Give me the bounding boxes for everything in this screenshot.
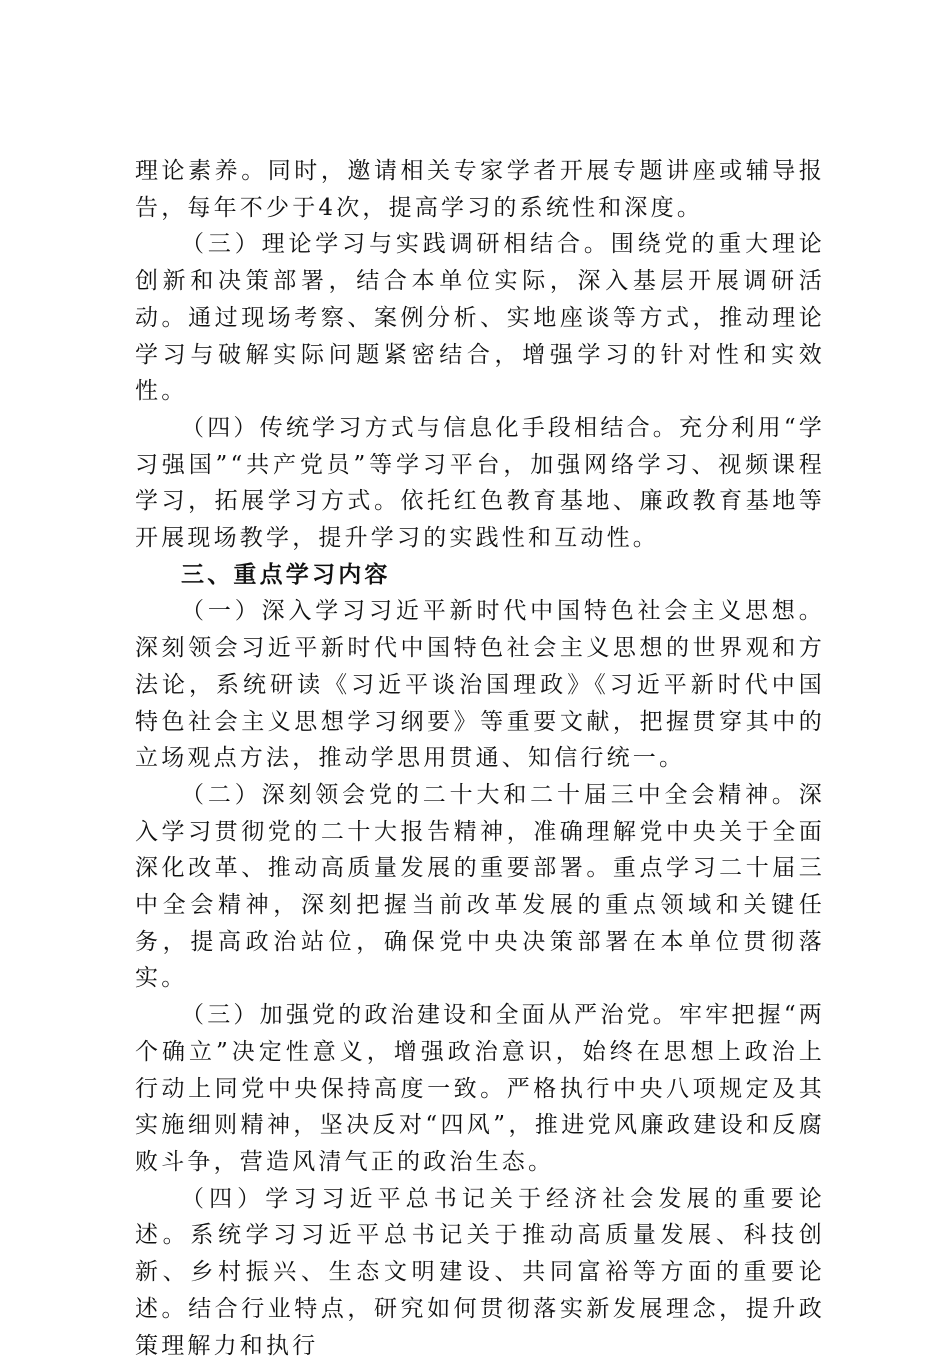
- document-body: [135, 153, 825, 1364]
- paragraph-7-political-building: （三）加强党的政治建设和全面从严治党。牢牢把握“两个确立”决定性意义，增强政治意识，始终在思想上政治上行动上同党中央保持高度一致。严格执行中央八项规定及其实施细则精神，坚决反对“四风”，推进党风廉政建设和反腐败斗争，营造风清气正的政治生态。: [135, 1002, 825, 1175]
- paragraph-5-xi-thought: （一）深入学习习近平新时代中国特色社会主义思想。深刻领会习近平新时代中国特色社会主义思想的世界观和方法论，系统研读《习近平谈治国理政》《习近平新时代中国特色社会主义思想学习纲要》等重要文献，把握贯穿其中的立场观点方法，推动学思用贯通、知信行统一。: [135, 598, 825, 772]
- section-heading-3: 三、重点学习内容: [181, 561, 391, 588]
- paragraph-3-theory-practice: （三）理论学习与实践调研相结合。围绕党的重大理论创新和决策部署，结合本单位实际，深入基层开展调研活动。通过现场考察、案例分析、实地座谈等方式，推动理论学习与破解实际问题紧密结合，增强学习的针对性和实效性。: [135, 231, 825, 405]
- paragraph-6-party-congress: （二）深刻领会党的二十大和二十届三中全会精神。深入学习贯彻党的二十大报告精神，准确理解党中央关于全面深化改革、推动高质量发展的重要部署。重点学习二十届三中全会精神，深刻把握当前改革发展的重点领域和关键任务，提高政治站位，确保党中央决策部署在本单位贯彻落实。: [135, 781, 825, 992]
- paragraph-continued: 理论素养。同时，邀请相关专家学者开展专题讲座或辅导报告，每年不少于4次，提高学习的系统性和深度。: [135, 158, 825, 221]
- paragraph-4-traditional-digital: （四）传统学习方式与信息化手段相结合。充分利用“学习强国”“共产党员”等学习平台，加强网络学习、视频课程学习，拓展学习方式。依托红色教育基地、廉政教育基地等开展现场教学，提升学习的实践性和互动性。: [135, 414, 825, 552]
- paragraph-8-economic-development: （四）学习习近平总书记关于经济社会发展的重要论述。系统学习习近平总书记关于推动高质量发展、科技创新、乡村振兴、生态文明建设、共同富裕等方面的重要论述。结合行业特点，研究如何贯彻落实新发展理念，提升政策理解力和执行: [135, 1185, 825, 1359]
